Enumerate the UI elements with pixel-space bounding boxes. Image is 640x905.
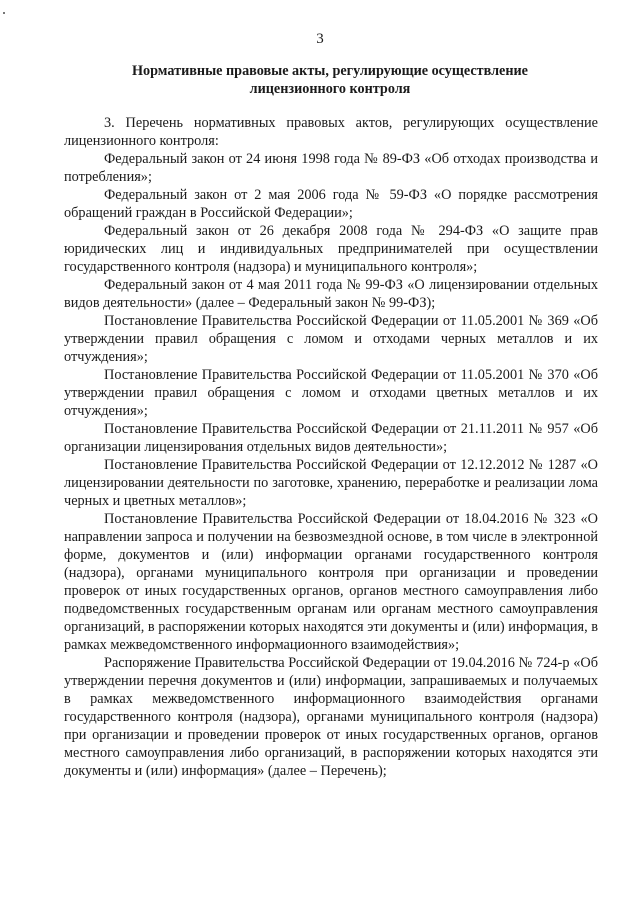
paragraph-resolution-957: Постановление Правительства Российской Федерации от 21.11.2011 № 957 «Об организации лицензирования отдельных видов деятельности»;: [64, 421, 598, 455]
section-heading-line-2: лицензионного контроля: [249, 81, 411, 97]
paragraph-law-99fz: Федеральный закон от 4 мая 2011 года № 99-ФЗ «О лицензировании отдельных видов деятельности» (далее – Федеральный закон № 99-ФЗ);: [64, 277, 598, 311]
scan-speck: [3, 12, 5, 14]
paragraph-resolution-369: Постановление Правительства Российской Федерации от 11.05.2001 № 369 «Об утверждении правил обращения с ломом и отходами черных металлов и их отчуждения»;: [64, 313, 598, 365]
section-heading: [70, 62, 590, 98]
page-number: 3: [316, 31, 324, 47]
paragraph-resolution-323: Постановление Правительства Российской Федерации от 18.04.2016 № 323 «О направлении запроса и получении на безвозмездной основе, в том числе в электронной форме, документов и (или) информации органами государственного контроля (надзора), органами муниципального контроля при организации и проведении проверок от иных государственных органов, органов местного самоуправления либо подведомственных государственным органам или органам местного самоуправления организаций, в распоряжении которых находятся эти документы и (или) информация, в рамках межведомственного информационного взаимодействия»;: [64, 511, 598, 653]
paragraph-resolution-370: Постановление Правительства Российской Федерации от 11.05.2001 № 370 «Об утверждении правил обращения с ломом и отходами цветных металлов и их отчуждения»;: [64, 367, 598, 419]
paragraph-intro: 3. Перечень нормативных правовых актов, регулирующих осуществление лицензионного контроля:: [64, 115, 598, 149]
paragraph-law-59fz: Федеральный закон от 2 мая 2006 года № 59-ФЗ «О порядке рассмотрения обращений граждан в Российской Федерации»;: [64, 187, 598, 221]
section-heading-line-1: Нормативные правовые акты, регулирующие осуществление: [132, 63, 528, 79]
document-body: [64, 114, 598, 780]
paragraph-law-294fz: Федеральный закон от 26 декабря 2008 года № 294-ФЗ «О защите прав юридических лиц и индивидуальных предпринимателей при осуществлении государственного контроля (надзора) и муниципального контроля»;: [64, 223, 598, 275]
paragraph-resolution-1287: Постановление Правительства Российской Федерации от 12.12.2012 № 1287 «О лицензировании деятельности по заготовке, хранению, переработке и реализации лома черных и цветных металлов»;: [64, 457, 598, 509]
paragraph-law-89fz: Федеральный закон от 24 июня 1998 года № 89-ФЗ «Об отходах производства и потребления»;: [64, 151, 598, 185]
paragraph-order-724r: Распоряжение Правительства Российской Федерации от 19.04.2016 № 724-р «Об утверждении перечня документов и (или) информации, запрашиваемых и получаемых в рамках межведомственного информационного взаимодействия органами государственного контроля (надзора), органами муниципального контроля (надзора) при организации и проведении проверок от иных государственных органов, органов местного самоуправления либо организаций, в распоряжении которых находятся эти документы и (или) информация» (далее – Перечень);: [64, 655, 598, 779]
